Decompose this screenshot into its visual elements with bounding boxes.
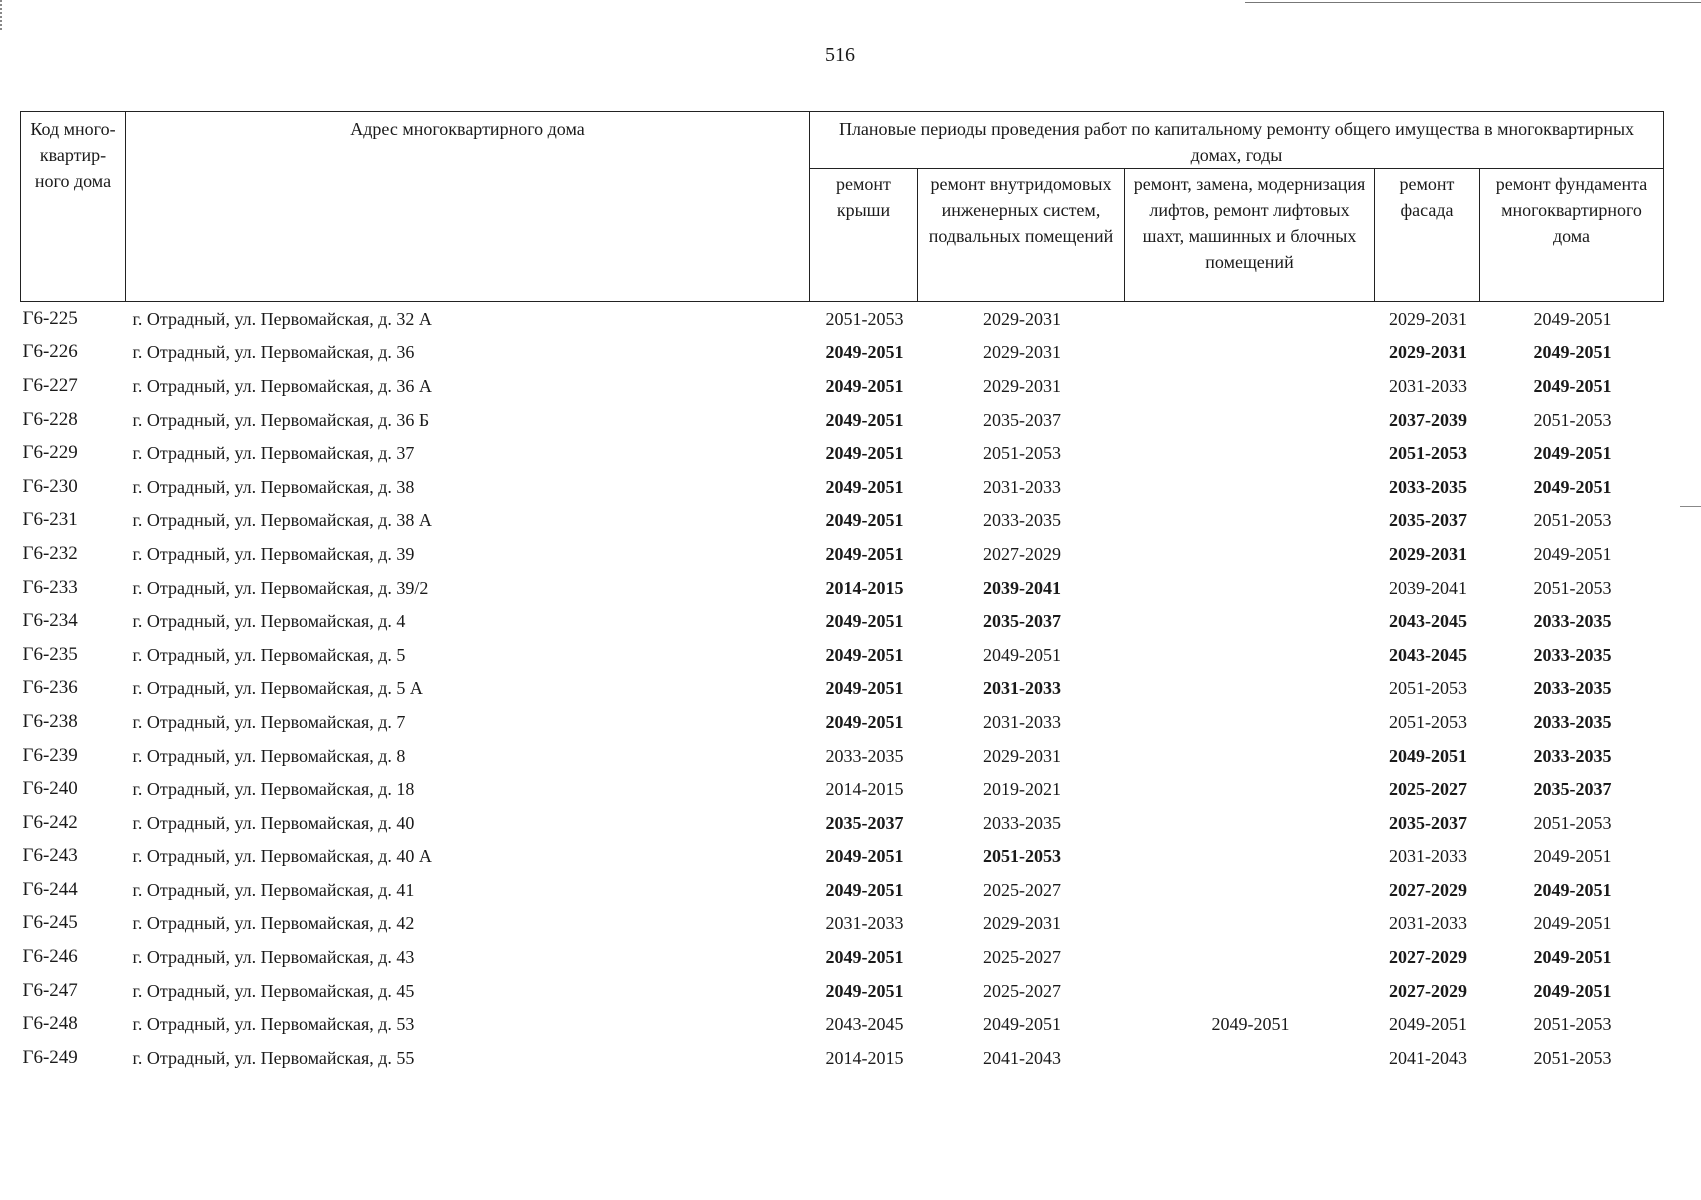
table-row xyxy=(21,436,1664,470)
header-foundation: ремонт фундамента многоквартирного дома xyxy=(1480,169,1664,302)
row-foundation-period: 2051-2053 xyxy=(1533,1047,1612,1068)
row-engineering-period: 2027-2029 xyxy=(983,543,1061,564)
row-lifts-period xyxy=(1125,436,1375,470)
row-lifts-period xyxy=(1125,974,1375,1008)
row-lifts-period xyxy=(1125,1041,1375,1075)
row-roof-period: 2049-2051 xyxy=(825,980,904,1001)
table-row xyxy=(21,638,1664,672)
table-row xyxy=(21,604,1664,638)
row-address: г. Отрадный, ул. Первомайская, д. 36 А xyxy=(132,375,432,396)
header-engineering: ремонт внутридомовых инженерных систем, подвальных помещений xyxy=(918,169,1125,302)
row-engineering-period: 2025-2027 xyxy=(983,980,1061,1001)
row-code: Г6-227 xyxy=(22,374,78,396)
row-lifts-period xyxy=(1125,504,1375,538)
row-engineering-period: 2033-2035 xyxy=(983,812,1061,833)
header-facade: ремонт фасада xyxy=(1375,169,1480,302)
row-engineering-period: 2031-2033 xyxy=(983,678,1061,699)
row-address: г. Отрадный, ул. Первомайская, д. 45 xyxy=(132,980,415,1001)
table-row xyxy=(21,873,1664,907)
row-code: Г6-239 xyxy=(22,744,78,766)
header-lifts: ремонт, замена, модернизация лифтов, ремонт лифтовых шахт, машинных и блочных помещений xyxy=(1125,169,1375,302)
row-engineering-period: 2019-2021 xyxy=(983,779,1061,800)
row-address: г. Отрадный, ул. Первомайская, д. 40 xyxy=(132,812,415,833)
row-address: г. Отрадный, ул. Первомайская, д. 42 xyxy=(132,913,415,934)
table-row xyxy=(21,940,1664,974)
row-engineering-period: 2035-2037 xyxy=(983,611,1061,632)
row-foundation-period: 2049-2051 xyxy=(1533,476,1612,497)
row-code: Г6-234 xyxy=(22,610,78,632)
row-foundation-period: 2049-2051 xyxy=(1533,375,1612,396)
row-code: Г6-233 xyxy=(22,576,78,598)
row-code: Г6-247 xyxy=(22,979,78,1001)
scan-side-rule xyxy=(1680,506,1701,507)
row-code: Г6-238 xyxy=(22,710,78,732)
row-address: г. Отрадный, ул. Первомайская, д. 40 А xyxy=(132,846,432,867)
row-roof-period: 2049-2051 xyxy=(825,879,904,900)
table-header xyxy=(21,112,1664,302)
row-foundation-period: 2035-2037 xyxy=(1533,779,1612,800)
row-address: г. Отрадный, ул. Первомайская, д. 32 А xyxy=(132,308,432,329)
row-foundation-period: 2049-2051 xyxy=(1533,879,1612,900)
table-row xyxy=(21,974,1664,1008)
table-row xyxy=(21,739,1664,773)
table-row xyxy=(21,369,1664,403)
row-address: г. Отрадный, ул. Первомайская, д. 53 xyxy=(132,1014,415,1035)
row-roof-period: 2033-2035 xyxy=(825,745,904,766)
row-foundation-period: 2049-2051 xyxy=(1533,913,1612,934)
row-roof-period: 2049-2051 xyxy=(825,510,904,531)
row-engineering-period: 2029-2031 xyxy=(983,342,1061,363)
table-row xyxy=(21,571,1664,605)
row-facade-period: 2043-2045 xyxy=(1389,611,1467,632)
row-engineering-period: 2033-2035 xyxy=(983,510,1061,531)
row-address: г. Отрадный, ул. Первомайская, д. 8 xyxy=(132,745,406,766)
row-engineering-period: 2029-2031 xyxy=(983,913,1061,934)
row-facade-period: 2025-2027 xyxy=(1389,779,1467,800)
row-roof-period: 2049-2051 xyxy=(825,947,904,968)
row-facade-period: 2041-2043 xyxy=(1389,1047,1467,1068)
row-address: г. Отрадный, ул. Первомайская, д. 4 xyxy=(132,611,406,632)
row-lifts-period xyxy=(1125,369,1375,403)
row-engineering-period: 2029-2031 xyxy=(983,375,1061,396)
row-foundation-period: 2033-2035 xyxy=(1533,611,1612,632)
row-facade-period: 2029-2031 xyxy=(1389,543,1467,564)
scan-edge-artifact xyxy=(0,0,8,30)
row-roof-period: 2049-2051 xyxy=(825,846,904,867)
row-engineering-period: 2051-2053 xyxy=(983,846,1061,867)
row-roof-period: 2014-2015 xyxy=(825,1047,904,1068)
row-lifts-period xyxy=(1125,638,1375,672)
table-row xyxy=(21,907,1664,941)
table-row xyxy=(21,840,1664,874)
row-foundation-period: 2049-2051 xyxy=(1533,543,1612,564)
repair-schedule-table xyxy=(20,111,1664,1075)
row-address: г. Отрадный, ул. Первомайская, д. 5 xyxy=(132,644,406,665)
row-engineering-period: 2025-2027 xyxy=(983,947,1061,968)
row-code: Г6-240 xyxy=(22,778,78,800)
row-foundation-period: 2049-2051 xyxy=(1533,980,1612,1001)
row-facade-period: 2051-2053 xyxy=(1389,443,1467,464)
row-lifts-period xyxy=(1125,739,1375,773)
row-lifts-period xyxy=(1125,873,1375,907)
row-engineering-period: 2035-2037 xyxy=(983,409,1061,430)
row-address: г. Отрадный, ул. Первомайская, д. 36 Б xyxy=(132,409,430,430)
row-foundation-period: 2033-2035 xyxy=(1533,644,1612,665)
header-code: Код много-квартир-ного дома xyxy=(21,112,126,302)
row-address: г. Отрадный, ул. Первомайская, д. 38 А xyxy=(132,510,432,531)
row-lifts-period xyxy=(1125,403,1375,437)
row-foundation-period: 2049-2051 xyxy=(1533,846,1612,867)
row-code: Г6-231 xyxy=(22,509,78,531)
row-facade-period: 2037-2039 xyxy=(1389,409,1467,430)
row-engineering-period: 2025-2027 xyxy=(983,879,1061,900)
header-planned-periods: Плановые периоды проведения работ по капитальному ремонту общего имущества в многоквартирных домах, годы xyxy=(810,112,1664,169)
table-row xyxy=(21,403,1664,437)
row-roof-period: 2014-2015 xyxy=(825,577,904,598)
row-lifts-period xyxy=(1125,604,1375,638)
row-roof-period: 2049-2051 xyxy=(825,342,904,363)
table-row xyxy=(21,772,1664,806)
table-row xyxy=(21,1041,1664,1075)
row-code: Г6-229 xyxy=(22,442,78,464)
row-code: Г6-244 xyxy=(22,878,78,900)
row-lifts-period xyxy=(1125,840,1375,874)
row-foundation-period: 2033-2035 xyxy=(1533,745,1612,766)
row-address: г. Отрадный, ул. Первомайская, д. 5 А xyxy=(132,678,423,699)
row-code: Г6-226 xyxy=(22,341,78,363)
row-engineering-period: 2031-2033 xyxy=(983,711,1061,732)
page-number: 516 xyxy=(825,44,855,66)
row-address: г. Отрадный, ул. Первомайская, д. 43 xyxy=(132,947,415,968)
row-facade-period: 2031-2033 xyxy=(1389,375,1467,396)
row-facade-period: 2051-2053 xyxy=(1389,711,1467,732)
table-body xyxy=(21,302,1664,1075)
row-code: Г6-230 xyxy=(22,475,78,497)
row-lifts-period xyxy=(1125,470,1375,504)
row-facade-period: 2031-2033 xyxy=(1389,913,1467,934)
row-roof-period: 2035-2037 xyxy=(825,812,904,833)
row-lifts-period xyxy=(1125,940,1375,974)
row-facade-period: 2049-2051 xyxy=(1389,745,1467,766)
row-engineering-period: 2039-2041 xyxy=(983,577,1061,598)
row-facade-period: 2031-2033 xyxy=(1389,846,1467,867)
table-row xyxy=(21,806,1664,840)
row-facade-period: 2027-2029 xyxy=(1389,980,1467,1001)
header-address: Адрес многоквартирного дома xyxy=(126,112,810,302)
table-row xyxy=(21,302,1664,336)
row-address: г. Отрадный, ул. Первомайская, д. 41 xyxy=(132,879,415,900)
row-roof-period: 2049-2051 xyxy=(825,611,904,632)
row-code: Г6-235 xyxy=(22,643,78,665)
row-address: г. Отрадный, ул. Первомайская, д. 7 xyxy=(132,711,406,732)
row-roof-period: 2014-2015 xyxy=(825,779,904,800)
table-row xyxy=(21,470,1664,504)
row-engineering-period: 2041-2043 xyxy=(983,1047,1061,1068)
table-row xyxy=(21,336,1664,370)
row-foundation-period: 2033-2035 xyxy=(1533,711,1612,732)
row-facade-period: 2027-2029 xyxy=(1389,879,1467,900)
row-code: Г6-246 xyxy=(22,946,78,968)
row-facade-period: 2029-2031 xyxy=(1389,308,1467,329)
row-code: Г6-232 xyxy=(22,542,78,564)
table-row xyxy=(21,1007,1664,1041)
row-facade-period: 2039-2041 xyxy=(1389,577,1467,598)
row-roof-period: 2049-2051 xyxy=(825,375,904,396)
row-foundation-period: 2051-2053 xyxy=(1533,1014,1612,1035)
table-row xyxy=(21,504,1664,538)
row-engineering-period: 2031-2033 xyxy=(983,476,1061,497)
row-roof-period: 2049-2051 xyxy=(825,678,904,699)
row-code: Г6-248 xyxy=(22,1013,78,1035)
row-address: г. Отрадный, ул. Первомайская, д. 18 xyxy=(132,779,415,800)
row-roof-period: 2049-2051 xyxy=(825,543,904,564)
row-code: Г6-242 xyxy=(22,811,78,833)
row-lifts-period xyxy=(1125,336,1375,370)
row-foundation-period: 2049-2051 xyxy=(1533,443,1612,464)
row-code: Г6-228 xyxy=(22,408,78,430)
row-code: Г6-245 xyxy=(22,912,78,934)
row-foundation-period: 2049-2051 xyxy=(1533,342,1612,363)
row-lifts-period xyxy=(1125,772,1375,806)
row-lifts-period xyxy=(1125,907,1375,941)
row-facade-period: 2029-2031 xyxy=(1389,342,1467,363)
row-roof-period: 2049-2051 xyxy=(825,711,904,732)
row-roof-period: 2049-2051 xyxy=(825,476,904,497)
row-foundation-period: 2051-2053 xyxy=(1533,510,1612,531)
row-roof-period: 2049-2051 xyxy=(825,409,904,430)
table-row xyxy=(21,537,1664,571)
header-roof: ремонт крыши xyxy=(810,169,918,302)
row-facade-period: 2033-2035 xyxy=(1389,476,1467,497)
row-engineering-period: 2029-2031 xyxy=(983,745,1061,766)
row-facade-period: 2051-2053 xyxy=(1389,678,1467,699)
row-facade-period: 2035-2037 xyxy=(1389,812,1467,833)
row-code: Г6-225 xyxy=(22,307,78,329)
row-facade-period: 2043-2045 xyxy=(1389,644,1467,665)
row-facade-period: 2027-2029 xyxy=(1389,947,1467,968)
row-foundation-period: 2051-2053 xyxy=(1533,409,1612,430)
row-roof-period: 2049-2051 xyxy=(825,443,904,464)
row-address: г. Отрадный, ул. Первомайская, д. 37 xyxy=(132,443,415,464)
row-foundation-period: 2051-2053 xyxy=(1533,812,1612,833)
row-facade-period: 2049-2051 xyxy=(1389,1014,1467,1035)
row-facade-period: 2035-2037 xyxy=(1389,510,1467,531)
row-address: г. Отрадный, ул. Первомайская, д. 38 xyxy=(132,476,415,497)
row-roof-period: 2043-2045 xyxy=(825,1014,904,1035)
row-code: Г6-236 xyxy=(22,677,78,699)
row-roof-period: 2031-2033 xyxy=(825,913,904,934)
row-foundation-period: 2033-2035 xyxy=(1533,678,1612,699)
table-row xyxy=(21,672,1664,706)
row-roof-period: 2049-2051 xyxy=(825,644,904,665)
table-row xyxy=(21,705,1664,739)
row-engineering-period: 2029-2031 xyxy=(983,308,1061,329)
row-foundation-period: 2049-2051 xyxy=(1533,308,1612,329)
row-engineering-period: 2051-2053 xyxy=(983,443,1061,464)
row-address: г. Отрадный, ул. Первомайская, д. 39 xyxy=(132,543,415,564)
row-lifts-period xyxy=(1125,302,1375,336)
scan-top-rule xyxy=(1245,2,1701,3)
row-foundation-period: 2049-2051 xyxy=(1533,947,1612,968)
row-engineering-period: 2049-2051 xyxy=(983,644,1061,665)
row-foundation-period: 2051-2053 xyxy=(1533,577,1612,598)
row-lifts-period xyxy=(1125,806,1375,840)
row-code: Г6-243 xyxy=(22,845,78,867)
row-address: г. Отрадный, ул. Первомайская, д. 39/2 xyxy=(132,577,429,598)
row-code: Г6-249 xyxy=(22,1046,78,1068)
row-lifts-period xyxy=(1125,537,1375,571)
row-lifts-period: 2049-2051 xyxy=(1211,1014,1290,1035)
row-address: г. Отрадный, ул. Первомайская, д. 55 xyxy=(132,1047,415,1068)
row-engineering-period: 2049-2051 xyxy=(983,1014,1061,1035)
row-address: г. Отрадный, ул. Первомайская, д. 36 xyxy=(132,342,415,363)
row-lifts-period xyxy=(1125,571,1375,605)
row-lifts-period xyxy=(1125,672,1375,706)
row-lifts-period xyxy=(1125,705,1375,739)
row-roof-period: 2051-2053 xyxy=(825,308,904,329)
